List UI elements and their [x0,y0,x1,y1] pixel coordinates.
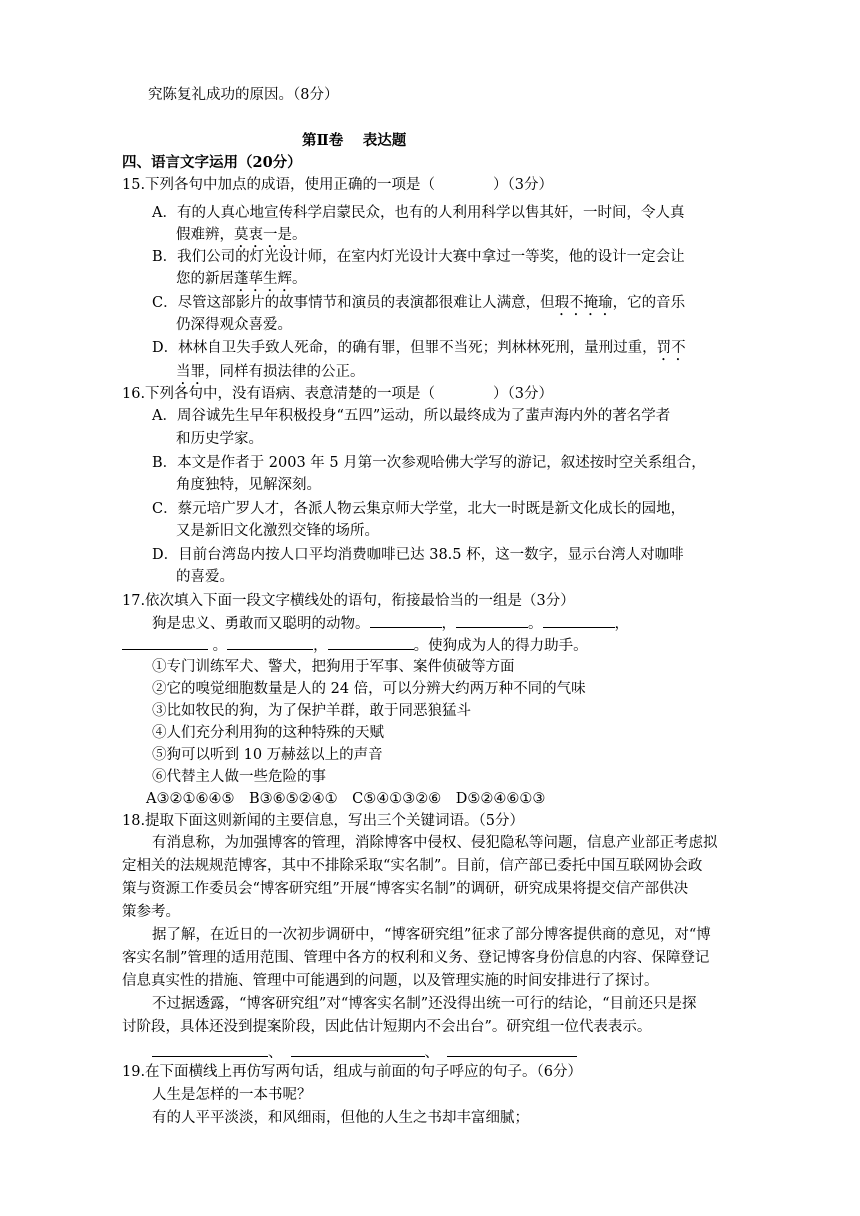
q16-option-c-line2: 又是新旧文化激烈交锋的场所。 [176,523,379,539]
text-run: 狗是忠义、勇敢而又聪明的动物。 [152,616,370,632]
q16-option-a-line2: 和历史学家。 [176,431,263,447]
q16-option-d-line1: D．目前台湾岛内按人口平均消费咖啡已达 38.5 杯，这一数字，显示台湾人对咖啡 [152,547,684,563]
section-title: 第Ⅱ卷 表达题 [302,132,407,149]
dotted-idiom: 蓬荜生辉 [234,271,292,287]
q18-stem: 18.提取下面这则新闻的主要信息，写出三个关键词语。（5分） [122,813,525,829]
separator: 、 [424,1045,439,1061]
answer-blank[interactable] [447,1042,577,1057]
q18-para2-line1: 据了解，在近日的一次初步调研中，“博客研究组”征求了部分博客提供商的意见，对“博 [152,927,711,943]
q15-option-b-line2 [176,269,307,295]
q16-option-c-line1: C．蔡元培广罗人才，各派人物云集京师大学堂，北大一时既是新文化成长的园地， [152,501,686,517]
q18-para1-line4: 策参考。 [122,904,180,920]
q16-stem: 16.下列各句中，没有语病、表意清楚的一项是（ ）（3分） [122,386,554,402]
q18-para2-line3: 信息真实性的措施、管理中可能遇到的问题，以及管理实施的时间安排进行了探讨。 [122,973,659,989]
q18-para1-line1: 有消息称，为加强博客的管理，消除博客中侵权、侵犯隐私等问题，信息产业部正考虑拟 [152,835,718,851]
text-run: 您的新居 [176,271,234,287]
q15-stem: 15.下列各句中加点的成语，使用正确的一项是（ ）（3分） [122,177,554,193]
text-run: 。 [292,227,307,243]
q16-option-b-line1: B．本文是作者于 2003 年 5 月第一次参观哈佛大学写的游记，叙述按时空关系组合， [152,455,706,471]
q19-stem: 19.在下面横线上再仿写两句话，组成与前面的句子呼应的句子。（6分） [122,1064,583,1080]
q17-sentence-1: ①专门训练军犬、警犬，把狗用于军事、案件侦破等方面 [152,659,515,675]
q18-para1-line2: 定相关的法规规范博客，其中不排除采取“实名制”。目前，信产部已委托中国互联网协会政 [122,858,703,874]
q18-para3-line2: 讨阶段，具体还没到提案阶段，因此估计短期内不会出台”。研究组一位代表表示。 [122,1019,652,1035]
q16-option-b-line2: 角度独特，见解深刻。 [176,477,321,493]
text-run: 。 [292,271,307,287]
q17-sentence-6: ⑥代替主人做一些危险的事 [152,769,326,785]
q16-option-a-line1: A．周谷诚先生早年积极投身“五四”运动，所以最终成为了蜚声海内外的著名学者 [152,408,671,424]
q18-answer-line [152,1042,577,1063]
answer-blank[interactable] [291,1042,425,1057]
dotted-idiom: 莫衷一是 [234,227,292,243]
answer-blank[interactable] [456,613,528,628]
dotted-idiom: 瑕不掩瑜 [554,295,613,311]
q19-line2: 有的人平平淡淡，和风细雨，但他的人生之书却丰富细腻； [152,1110,529,1126]
q17-sentence-4: ④人们充分利用狗的这种特殊的天赋 [152,725,384,741]
answer-blank[interactable] [543,613,615,628]
q17-sentence-3: ③比如牧民的狗，为了保护羊群，敢于同恶狼猛斗 [152,703,471,719]
text-run: C．尽管这部影片的故事情节和演员的表演都很难让人满意，但 [152,295,555,311]
q17-passage-line2: 。 ， 。使狗成为人的得力助手。 [122,635,588,656]
answer-blank[interactable] [370,613,442,628]
dotted-idiom: 当罪 [176,364,205,380]
answer-blank[interactable] [328,635,414,650]
q17-stem: 17.依次填入下面一段文字横线处的语句，衔接最恰当的一组是（3分） [122,593,575,609]
q15-option-d-line1 [152,338,686,364]
q18-para3-line1: 不过据透露，“博客研究组”对“博客实名制”还没得出统一可行的结论，“目前还只是探 [152,996,697,1012]
text-run: 假难辨， [176,227,234,243]
part4-title: 四、语言文字运用（20分） [122,154,302,171]
q15-option-b-line1: B．我们公司的灯光设计师，在室内灯光设计大赛中拿过一等奖，他的设计一定会让 [152,249,685,265]
answer-blank[interactable] [152,1042,268,1057]
q16-option-d-line2: 的喜爱。 [176,569,234,585]
q15-option-a-line1: A．有的人真心地宣传科学启蒙民众，也有的人利用科学以售其奸，一时间，令人真 [152,205,685,221]
q17-sentence-5: ⑤狗可以听到 10 万赫兹以上的声音 [152,747,383,763]
q18-para1-line3: 策与资源工作委员会“博客研究组”开展“博客实名制”的调研，研究成果将提交信产部供决 [122,881,689,897]
q17-choices: A③②①⑥④⑤ B③⑥⑤②④① C⑤④①③②⑥ D⑤②④⑥①③ [146,791,546,807]
q18-para2-line2: 客实名制”管理的适用范围、管理中各方的权利和义务、登记博客身份信息的内容、保障登记 [122,950,710,966]
dotted-idiom: 罚不 [656,340,686,356]
answer-blank[interactable] [122,635,208,650]
q17-passage-line1: 狗是忠义、勇敢而又聪明的动物。 ， 。 ， [152,613,629,634]
text-run: ，同样有损法律的公正。 [205,364,365,380]
text-run: 。使狗成为人的得力助手。 [413,638,588,654]
q17-sentence-2: ②它的嗅觉细胞数量是人的 24 倍，可以分辨大约两万种不同的气味 [152,681,586,697]
intro-line: 究陈复礼成功的原因。（8分） [148,87,339,103]
text-run: D．林林自卫失手致人死命，的确有罪，但罪不当死；判林林死刑，量刑过重， [152,340,657,356]
separator: 、 [268,1045,283,1061]
q15-option-c-line2: 仍深得观众喜爱。 [176,317,292,333]
text-run: ，它的音乐 [612,295,686,311]
q19-line1: 人生是怎样的一本书呢？ [152,1087,312,1103]
answer-blank[interactable] [227,635,313,650]
